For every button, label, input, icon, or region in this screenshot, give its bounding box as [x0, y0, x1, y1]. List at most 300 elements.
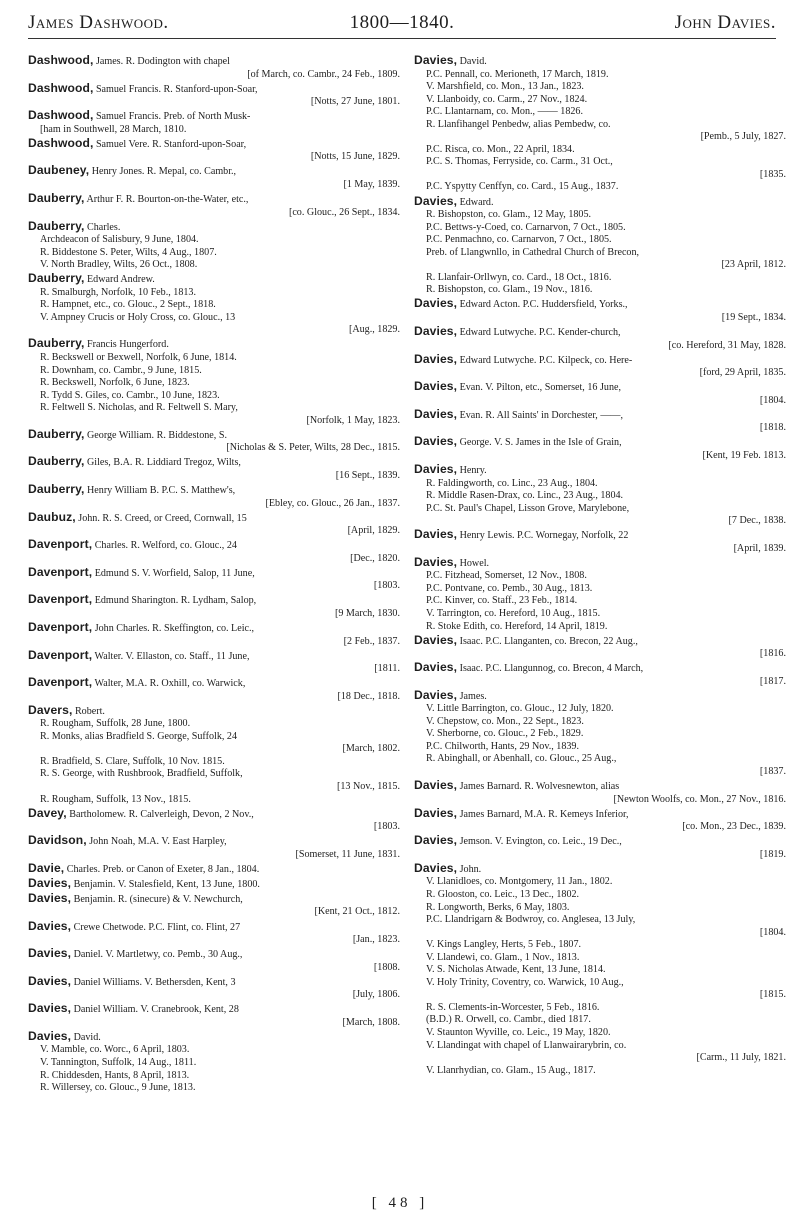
- entry-text: R. Bishopston, co. Glam., 19 Nov., 1816.: [426, 284, 593, 296]
- entry-surname: Davies,: [414, 688, 458, 702]
- entry-line: [28, 247, 400, 260]
- register-entry: [28, 164, 400, 191]
- entry-text: [1811.: [374, 663, 400, 675]
- entry-surname: Davies,: [414, 324, 458, 338]
- entry-line: [414, 914, 786, 927]
- entry-text: R. Bishopston, co. Glam., 12 May, 1805.: [426, 209, 592, 221]
- entry-line: [28, 415, 400, 428]
- entry-text: John. R. S. Creed, or Creed, Cornwall, 15: [78, 512, 247, 524]
- entry-line: [28, 234, 400, 247]
- entry-line: [28, 455, 400, 470]
- entry-text: Samuel Francis. R. Stanford-upon-Soar,: [95, 83, 258, 95]
- entry-surname: Davies,: [414, 806, 458, 820]
- entry-line: [414, 676, 786, 689]
- entry-line: [28, 862, 400, 877]
- entry-text: Henry William B. P.C. S. Matthew's,: [87, 485, 236, 496]
- entry-text: John Charles. R. Skeffington, co. Leic.,: [94, 622, 255, 634]
- entry-line: [414, 661, 786, 676]
- entry-line: [28, 337, 400, 352]
- entry-text: Henry Lewis. P.C. Wornegay, Norfolk, 22: [459, 530, 629, 542]
- entry-line: [28, 192, 400, 207]
- entry-text: V. Llanidloes, co. Montgomery, 11 Jan., 1802.: [426, 876, 613, 888]
- entry-text: V. Tarrington, co. Hereford, 10 Aug., 1815.: [426, 607, 601, 619]
- entry-text: P.C. Risca, co. Mon., 22 April, 1834.: [426, 143, 575, 155]
- entry-text: [Aug., 1829.: [348, 324, 400, 336]
- entry-line: [414, 689, 786, 704]
- entry-line: [414, 69, 786, 82]
- entry-line: [28, 663, 400, 676]
- entry-text: Charles. R. Welford, co. Glouc., 24: [94, 540, 237, 552]
- entry-text: P.C. St. Paul's Chapel, Lisson Grove, Marylebone,: [426, 502, 630, 514]
- entry-line: [28, 877, 400, 892]
- entry-line: [414, 927, 786, 940]
- entry-text: Daniel Williams. V. Bethersden, Kent, 3: [73, 976, 236, 988]
- entry-text: [Pemb., 5 July, 1827.: [700, 131, 786, 143]
- entry-text: [13 Nov., 1815.: [337, 781, 400, 793]
- entry-surname: Davidson,: [28, 834, 87, 848]
- entry-line: [28, 312, 400, 325]
- entry-surname: Davenport,: [28, 538, 93, 552]
- entry-surname: Dauberry,: [28, 272, 85, 286]
- entry-line: [28, 511, 400, 526]
- entry-line: [28, 906, 400, 919]
- entry-text: [co. Mon., 23 Dec., 1839.: [682, 821, 786, 833]
- entry-line: [414, 119, 786, 132]
- entry-text: [Norfolk, 1 May, 1823.: [306, 414, 400, 426]
- entry-line: [28, 207, 400, 220]
- register-entry: [28, 892, 400, 919]
- entry-text: [1819.: [759, 848, 786, 860]
- entry-text: R. S. George, with Rushbrook, Bradfield, Suffolk,: [40, 768, 243, 780]
- entry-text: R. Rougham, Suffolk, 28 June, 1800.: [40, 718, 191, 730]
- entry-line: [28, 975, 400, 990]
- register-entry: [28, 649, 400, 676]
- entry-text: R. Biddestone S. Peter, Wilts, 4 Aug., 1807.: [40, 246, 217, 258]
- entry-line: [414, 54, 786, 69]
- register-entry: [414, 862, 786, 1077]
- entry-line: [28, 947, 400, 962]
- entry-text: [9 March, 1830.: [334, 607, 400, 619]
- register-entry: [414, 661, 786, 688]
- entry-text: [ham in Southwell, 28 March, 1810.: [40, 123, 187, 135]
- entry-line: [414, 222, 786, 235]
- entry-surname: Daubuz,: [28, 510, 76, 524]
- entry-line: [414, 450, 786, 463]
- entry-text: R. Faldingworth, co. Linc., 23 Aug., 1804.: [426, 477, 598, 489]
- entry-line: [414, 821, 786, 834]
- entry-text: [Jan., 1823.: [352, 934, 400, 946]
- entry-text: Jemson. V. Evington, co. Leic., 19 Dec.,: [459, 836, 622, 848]
- header-right: John Davies.: [674, 12, 776, 33]
- entry-line: [28, 691, 400, 704]
- entry-surname: Davenport,: [28, 593, 93, 607]
- entry-surname: Davies,: [414, 633, 458, 647]
- entry-line: [28, 1057, 400, 1070]
- entry-text: Arthur F. R. Bourton-on-the-Water, etc.,: [86, 193, 249, 205]
- register-entry: [28, 82, 400, 109]
- entry-text: [19 Sept., 1834.: [721, 311, 786, 323]
- entry-text: Howel.: [459, 557, 490, 569]
- entry-line: [28, 934, 400, 947]
- entry-text: V. Llanrhydian, co. Glam., 15 Aug., 1817.: [426, 1064, 596, 1076]
- entry-line: [28, 1002, 400, 1017]
- entry-surname: Davenport,: [28, 620, 93, 634]
- entry-surname: Davies,: [414, 435, 458, 449]
- entry-line: [414, 716, 786, 729]
- entry-surname: Davies,: [414, 352, 458, 366]
- entry-text: V. Mamble, co. Worc., 6 April, 1803.: [40, 1044, 190, 1056]
- entry-surname: Dashwood,: [28, 136, 94, 150]
- register-entry: [28, 54, 400, 81]
- entry-surname: Davies,: [414, 661, 458, 675]
- register-entry: [28, 428, 400, 455]
- register-entry: [28, 109, 400, 136]
- entry-surname: Davies,: [28, 891, 72, 905]
- entry-surname: Dauberry,: [28, 191, 85, 205]
- entry-text: R. Llanfihangel Penbedw, alias Pembedw, co.: [426, 118, 611, 130]
- entry-line: [28, 164, 400, 179]
- entry-text: Giles, B.A. R. Liddiard Tregoz, Wilts,: [87, 457, 241, 469]
- register-entry: [28, 862, 400, 877]
- entry-line: [28, 892, 400, 907]
- entry-line: [414, 169, 786, 182]
- entry-line: [28, 96, 400, 109]
- entry-line: [28, 220, 400, 235]
- entry-line: [414, 1027, 786, 1040]
- register-entry: [414, 54, 786, 194]
- entry-text: V. Llandingat with chapel of Llanwairarybrin, co.: [426, 1039, 627, 1051]
- entry-text: David.: [73, 1031, 101, 1043]
- entry-line: [414, 106, 786, 119]
- entry-line: [414, 325, 786, 340]
- entry-text: [March, 1808.: [342, 1016, 400, 1028]
- entry-text: [1803.: [373, 580, 400, 592]
- entry-line: [414, 209, 786, 222]
- entry-text: [1815.: [759, 989, 786, 1001]
- entry-surname: Davies,: [414, 297, 458, 311]
- register-entry: [28, 483, 400, 510]
- entry-surname: Davenport,: [28, 676, 93, 690]
- register-entry: [28, 272, 400, 337]
- entry-text: P.C. Yspytty Cenffyn, co. Card., 15 Aug., 1837.: [426, 181, 619, 193]
- entry-text: P.C. Bettws-y-Coed, co. Carnarvon, 7 Oct., 1805.: [426, 221, 626, 233]
- entry-text: V. Tannington, Suffolk, 14 Aug., 1811.: [40, 1056, 197, 1068]
- entry-line: [28, 402, 400, 415]
- entry-line: [414, 181, 786, 194]
- entry-text: P.C. S. Thomas, Ferryside, co. Carm., 31 Oct.,: [426, 156, 613, 168]
- entry-text: [23 April, 1812.: [721, 259, 786, 271]
- entry-line: [28, 442, 400, 455]
- entry-line: [28, 593, 400, 608]
- entry-text: [18 Dec., 1818.: [337, 690, 400, 702]
- entry-surname: Davies,: [414, 54, 458, 67]
- entry-text: Francis Hungerford.: [87, 339, 169, 351]
- entry-text: [Notts, 27 June, 1801.: [310, 96, 400, 108]
- entry-line: [414, 353, 786, 368]
- entry-text: George William. R. Biddestone, S.: [87, 429, 227, 441]
- entry-line: [28, 287, 400, 300]
- entry-text: Edmund Sharington. R. Lydham, Salop,: [94, 595, 257, 607]
- entry-text: (B.D.) R. Orwell, co. Cambr., died 1817.: [426, 1014, 591, 1026]
- entry-text: Charles. Preb. or Canon of Exeter, 8 Jan., 1804.: [66, 863, 260, 875]
- entry-text: [1808.: [373, 961, 400, 973]
- register-entry: [414, 435, 786, 462]
- register-entry: [414, 297, 786, 324]
- entry-text: V. Llanboidy, co. Carm., 27 Nov., 1824.: [426, 93, 588, 105]
- entry-line: [414, 964, 786, 977]
- entry-line: [28, 82, 400, 97]
- entry-line: [414, 583, 786, 596]
- entry-line: [414, 144, 786, 157]
- entry-line: [28, 54, 400, 69]
- entry-text: [Nicholas & S. Peter, Wilts, 28 Dec., 1815.: [226, 442, 400, 454]
- entry-line: [414, 556, 786, 571]
- entry-surname: Davies,: [28, 1002, 72, 1016]
- entry-line: [28, 821, 400, 834]
- entry-text: Walter. V. Ellaston, co. Staff., 11 June,: [94, 650, 250, 662]
- entry-text: R. Downham, co. Cambr., 9 June, 1815.: [40, 364, 202, 376]
- entry-text: Evan. V. Pilton, etc., Somerset, 16 June,: [459, 382, 621, 394]
- register-entry: [28, 920, 400, 947]
- entry-line: [414, 435, 786, 450]
- entry-text: Archdeacon of Salisbury, 9 June, 1804.: [40, 234, 199, 246]
- entry-line: [414, 543, 786, 556]
- entry-surname: Davers,: [28, 703, 73, 717]
- entry-text: R. Stoke Edith, co. Hereford, 14 April, 1819.: [426, 620, 608, 632]
- entry-text: Isaac. P.C. Llangunnog, co. Brecon, 4 March,: [459, 663, 644, 675]
- entry-text: [1804.: [759, 394, 786, 406]
- entry-text: Edward.: [459, 196, 494, 208]
- entry-line: [414, 463, 786, 478]
- entry-line: [28, 69, 400, 82]
- entry-surname: Davies,: [28, 876, 72, 890]
- entry-text: V. Ampney Crucis or Holy Cross, co. Glouc., 13: [40, 311, 236, 323]
- register-entry: [414, 463, 786, 528]
- entry-text: [Kent, 19 Feb. 1813.: [702, 449, 786, 461]
- entry-line: [414, 1014, 786, 1027]
- entry-surname: Davies,: [414, 194, 458, 208]
- entry-surname: Daubeney,: [28, 164, 90, 178]
- entry-text: Edmund S. V. Worfield, Salop, 11 June,: [94, 567, 255, 579]
- entry-text: George. V. S. James in the Isle of Grain,: [459, 437, 622, 449]
- entry-text: [April, 1829.: [347, 525, 400, 537]
- entry-line: [414, 234, 786, 247]
- entry-text: [Carm., 11 July, 1821.: [696, 1052, 786, 1064]
- entry-line: [28, 538, 400, 553]
- entry-line: [414, 807, 786, 822]
- running-header: [28, 12, 776, 36]
- entry-line: [414, 272, 786, 285]
- entry-text: John.: [459, 863, 482, 875]
- header-center: 1800—1840.: [349, 12, 455, 33]
- entry-text: R. Willersey, co. Glouc., 9 June, 1813.: [40, 1082, 196, 1094]
- register-entry: [28, 621, 400, 648]
- entry-line: [28, 636, 400, 649]
- entry-line: [28, 272, 400, 287]
- entry-line: [28, 498, 400, 511]
- entry-line: [28, 781, 400, 794]
- entry-text: V. North Bradley, Wilts, 26 Oct., 1808.: [40, 259, 198, 271]
- entry-line: [28, 525, 400, 538]
- entry-text: [ford, 29 April, 1835.: [699, 367, 786, 379]
- entry-line: [414, 766, 786, 779]
- entry-line: [414, 284, 786, 297]
- entry-text: Edward Lutwyche. P.C. Kender-church,: [459, 326, 621, 338]
- entry-text: Walter, M.A. R. Oxhill, co. Warwick,: [94, 678, 246, 690]
- entry-line: [414, 889, 786, 902]
- entry-surname: Davies,: [414, 779, 458, 793]
- entry-text: R. Rougham, Suffolk, 13 Nov., 1815.: [40, 793, 191, 805]
- entry-surname: Davies,: [414, 407, 458, 421]
- register-entry: [28, 192, 400, 219]
- entry-text: Preb. of Llangwnllo, in Cathedral Church of Brecon,: [426, 246, 640, 258]
- register-entry: [414, 528, 786, 555]
- register-entry: [28, 1002, 400, 1029]
- entry-text: [1818.: [759, 422, 786, 434]
- entry-surname: Dashwood,: [28, 54, 94, 67]
- entry-text: Charles.: [87, 221, 121, 233]
- entry-line: [28, 324, 400, 337]
- entry-text: Daniel. V. Martletwy, co. Pemb., 30 Aug.,: [73, 949, 243, 961]
- register-entry: [414, 834, 786, 861]
- entry-line: [414, 259, 786, 272]
- entry-surname: Davies,: [414, 555, 458, 569]
- entry-text: Daniel William. V. Cranebrook, Kent, 28: [73, 1004, 239, 1016]
- entry-line: [414, 862, 786, 877]
- entry-text: P.C. Fitzhead, Somerset, 12 Nov., 1808.: [426, 570, 587, 582]
- entry-text: [1817.: [759, 675, 786, 687]
- entry-text: [July, 1806.: [352, 989, 400, 1001]
- register-entry: [28, 337, 400, 427]
- entry-text: P.C. Kinver, co. Staff., 23 Feb., 1814.: [426, 595, 578, 607]
- entry-text: James Barnard. R. Wolvesnewton, alias: [459, 781, 620, 793]
- entry-line: [28, 299, 400, 312]
- entry-line: [28, 179, 400, 192]
- register-entry: [414, 408, 786, 435]
- entry-line: [414, 94, 786, 107]
- entry-text: Henry.: [459, 464, 487, 476]
- register-entry: [414, 353, 786, 380]
- entry-line: [414, 131, 786, 144]
- entry-text: V. S. Nicholas Atwade, Kent, 13 June, 1814.: [426, 964, 606, 976]
- entry-line: [414, 595, 786, 608]
- entry-text: [1 May, 1839.: [343, 178, 400, 190]
- register-entry: [28, 947, 400, 974]
- entry-text: R. Longworth, Berks, 6 May, 1803.: [426, 901, 570, 913]
- entry-surname: Davies,: [28, 947, 72, 961]
- entry-line: [28, 580, 400, 593]
- entry-text: Edward Lutwyche. P.C. Kilpeck, co. Here-: [459, 354, 633, 366]
- entry-surname: Dauberry,: [28, 483, 85, 496]
- entry-line: [28, 704, 400, 719]
- entry-surname: Davenport,: [28, 565, 93, 579]
- entry-surname: Davies,: [28, 919, 72, 933]
- entry-text: R. Abinghall, or Abenhall, co. Glouc., 25 Aug.,: [426, 753, 617, 765]
- register-entry: [28, 676, 400, 703]
- entry-text: Edward Acton. P.C. Huddersfield, Yorks.,: [459, 299, 628, 311]
- entry-text: P.C. Penmachno, co. Carnarvon, 7 Oct., 1805.: [426, 234, 612, 246]
- entry-line: [28, 731, 400, 744]
- entry-line: [28, 676, 400, 691]
- entry-line: [28, 756, 400, 769]
- entry-line: [414, 608, 786, 621]
- entry-text: R. Hampnet, etc., co. Glouc., 2 Sept., 1818.: [40, 299, 216, 311]
- entry-line: [414, 1052, 786, 1065]
- entry-text: Crewe Chetwode. P.C. Flint, co. Flint, 27: [73, 921, 241, 933]
- entry-text: [1803.: [373, 821, 400, 833]
- entry-line: [28, 1070, 400, 1083]
- entry-line: [28, 553, 400, 566]
- entry-text: Henry Jones. R. Mepal, co. Cambr.,: [91, 166, 237, 178]
- entry-line: [414, 312, 786, 325]
- entry-line: [28, 962, 400, 975]
- register-entry: [28, 1030, 400, 1095]
- register-entry: [28, 538, 400, 565]
- entry-line: [28, 390, 400, 403]
- entry-line: [414, 340, 786, 353]
- entry-line: [414, 1065, 786, 1078]
- entry-line: [28, 428, 400, 443]
- entry-text: R. Middle Rasen-Drax, co. Linc., 23 Aug., 1804.: [426, 490, 624, 502]
- entry-line: [414, 779, 786, 794]
- entry-line: [414, 408, 786, 423]
- right-column: [414, 54, 786, 1078]
- entry-line: [414, 989, 786, 1002]
- entry-text: James Barnard, M.A. R. Kemeys Inferior,: [459, 808, 629, 820]
- register-entry: [414, 779, 786, 806]
- entry-line: [414, 703, 786, 716]
- register-entry: [28, 137, 400, 164]
- entry-line: [414, 1002, 786, 1015]
- entry-text: [Kent, 21 Oct., 1812.: [314, 906, 400, 918]
- entry-line: [28, 566, 400, 581]
- entry-text: Benjamin. V. Stalesfield, Kent, 13 June, 1800.: [73, 878, 260, 890]
- entry-text: V. Sherborne, co. Glouc., 2 Feb., 1829.: [426, 728, 584, 740]
- entry-line: [414, 380, 786, 395]
- entry-text: James.: [459, 690, 487, 702]
- entry-text: David.: [459, 56, 487, 67]
- entry-surname: Davies,: [28, 974, 72, 988]
- entry-text: [16 Sept., 1839.: [335, 469, 400, 481]
- entry-line: [414, 834, 786, 849]
- entry-line: [414, 634, 786, 649]
- entry-line: [28, 1017, 400, 1030]
- entry-text: Bartholomew. R. Calverleigh, Devon, 2 Nov.,: [69, 808, 254, 820]
- entry-line: [414, 876, 786, 889]
- entry-text: R. S. Clements-in-Worcester, 5 Feb., 1816.: [426, 1001, 600, 1013]
- entry-line: [28, 794, 400, 807]
- entry-text: [7 Dec., 1838.: [728, 515, 786, 527]
- entry-text: P.C. Chilworth, Hants, 29 Nov., 1839.: [426, 740, 580, 752]
- entry-line: [28, 989, 400, 1002]
- entry-text: [Newton Woolfs, co. Mon., 27 Nov., 1816.: [613, 793, 786, 805]
- entry-text: P.C. Pontvane, co. Pemb., 30 Aug., 1813.: [426, 582, 593, 594]
- entry-line: [28, 259, 400, 272]
- entry-line: [28, 1044, 400, 1057]
- entry-text: James. R. Dodington with chapel: [95, 56, 230, 67]
- entry-text: John Noah, M.A. V. East Harpley,: [89, 836, 227, 848]
- entry-text: R. Beckswell, Norfolk, 6 June, 1823.: [40, 377, 190, 389]
- entry-line: [28, 649, 400, 664]
- entry-text: [Dec., 1820.: [350, 552, 400, 564]
- entry-line: [414, 478, 786, 491]
- entry-text: [Somerset, 11 June, 1831.: [295, 848, 400, 860]
- entry-text: R. Llanfair-Orllwyn, co. Card., 18 Oct., 1816.: [426, 271, 612, 283]
- register-entry: [414, 689, 786, 779]
- entry-surname: Davenport,: [28, 648, 93, 662]
- entry-text: R. Bradfield, S. Clare, Suffolk, 10 Nov. 1815.: [40, 755, 225, 767]
- entry-line: [414, 741, 786, 754]
